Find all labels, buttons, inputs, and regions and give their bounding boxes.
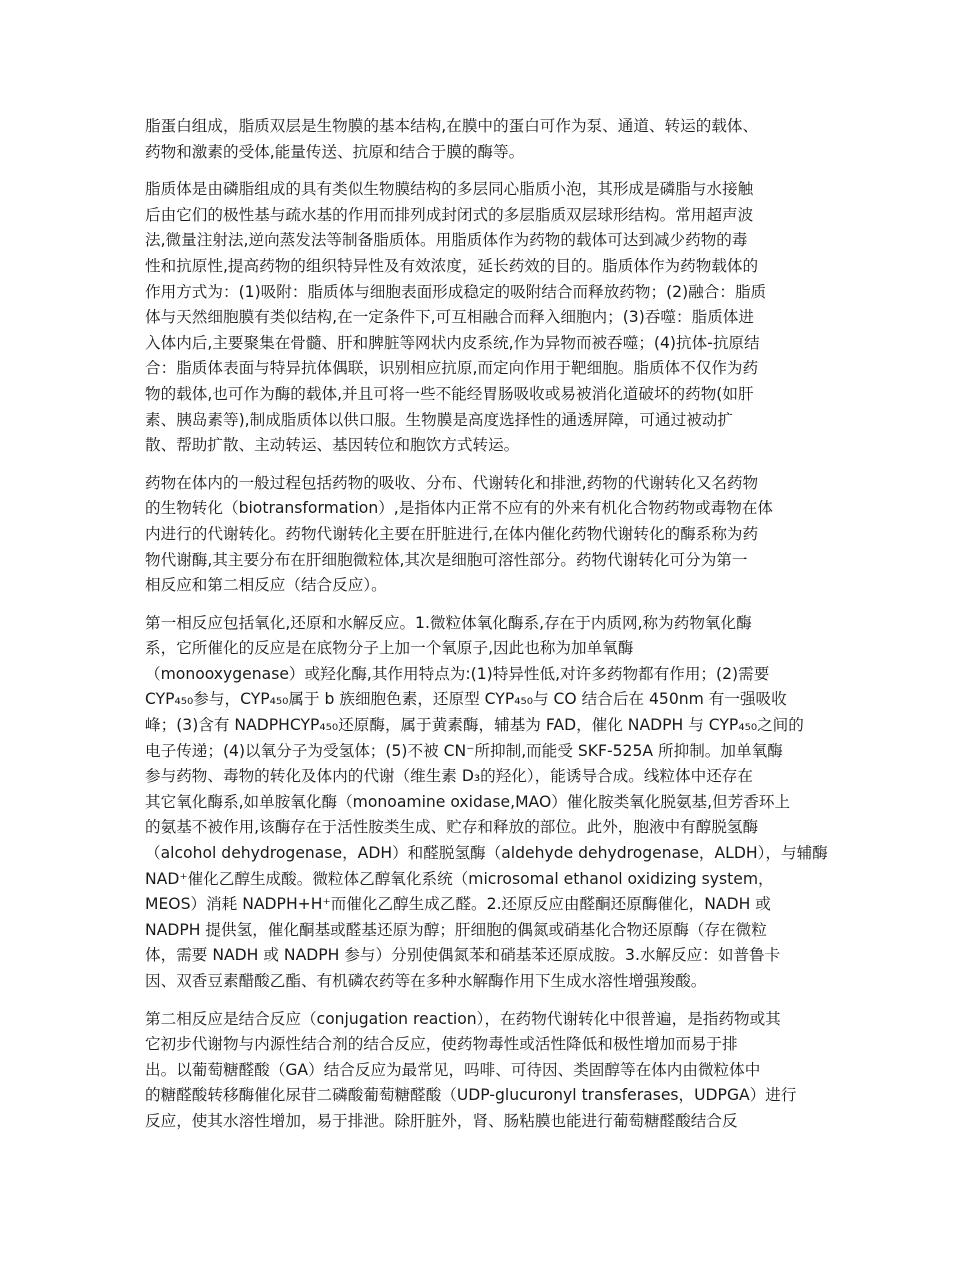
- text-line: NAD⁺催化乙醇生成酸。微粒体乙醇氧化系统（microsomal ethanol oxidizing system，: [145, 869, 774, 888]
- text-line: 脂质体是由磷脂组成的具有类似生物膜结构的多层同心脂质小泡，其形成是磷脂与水接触: [145, 180, 754, 199]
- text-line: 的生物转化（biotransformation）,是指体内正常不应有的外来有机化合物药物或毒物在体: [145, 499, 774, 518]
- text-line: 素、胰岛素等),制成脂质体以供口服。生物膜是高度选择性的通透屏障，可通过被动扩: [145, 410, 734, 429]
- paragraph-drug-process: [145, 471, 845, 599]
- text-line: 后由它们的极性基与疏水基的作用而排列成封闭式的多层脂质双层球形结构。常用超声波: [145, 205, 754, 224]
- text-line: 合：脂质体表面与特异抗体偶联，识别相应抗原,而定向作用于靶细胞。脂质体不仅作为药: [145, 359, 759, 378]
- text-line: 系，它所催化的反应是在底物分子上加一个氧原子,因此也称为加单氧酶: [145, 639, 634, 658]
- text-line: 药物和激素的受体,能量传送、抗原和结合于膜的酶等。: [145, 142, 525, 161]
- text-line: 电子传递；(4)以氧分子为受氢体；(5)不被 CN⁻所抑制,而能受 SKF-525A 所抑制。加单氧酶: [145, 741, 783, 760]
- text-line: 出。以葡萄糖醛酸（GA）结合反应为最常见，吗啡、可待因、类固醇等在体内由微粒体中: [145, 1060, 761, 1079]
- paragraph-liposome: [145, 177, 845, 459]
- paragraph-phase-two: [145, 1007, 845, 1135]
- text-line: （monooxygenase）或羟化酶,其作用特点为:(1)特异性低,对许多药物都有作用；(2)需要: [145, 664, 770, 683]
- text-line: 第一相反应包括氧化,还原和水解反应。1.微粒体氧化酶系,存在于内质网,称为药物氧化酶: [145, 613, 752, 632]
- text-line: 物代谢酶,其主要分布在肝细胞微粒体,其次是细胞可溶性部分。药物代谢转化可分为第一: [145, 550, 748, 569]
- text-line: 的氨基不被作用,该酶存在于活性胺类生成、贮存和释放的部位。此外，胞液中有醇脱氢酶: [145, 818, 759, 837]
- text-line: 相反应和第二相反应（结合反应）。: [145, 576, 387, 595]
- text-line: 的糖醛酸转移酶催化尿苷二磷酸葡萄糖醛酸（UDP-glucuronyl transferases，UDPGA）进行: [145, 1086, 797, 1105]
- text-line: 反应，使其水溶性增加，易于排泄。除肝脏外，肾、肠粘膜也能进行葡萄糖醛酸结合反: [145, 1111, 738, 1130]
- text-line: 脂蛋白组成，脂质双层是生物膜的基本结构,在膜中的蛋白可作为泵、通道、转运的载体、: [145, 117, 759, 135]
- text-line: 它初步代谢物与内源性结合剂的结合反应，使药物毒性或活性降低和极性增加而易于排: [145, 1035, 738, 1054]
- text-line: 散、帮助扩散、主动转运、基因转位和胞饮方式转运。: [145, 436, 520, 455]
- text-line: 因、双香豆素醋酸乙酯、有机磷农药等在多种水解酶作用下生成水溶性增强羧酸。: [145, 972, 707, 990]
- text-line: CYP₄₅₀参与，CYP₄₅₀属于 b 族细胞色素，还原型 CYP₄₅₀与 CO 结合后在 450nm 有一强吸收: [145, 690, 787, 709]
- text-line: 体，需要 NADH 或 NADPH 参与）分别使偶氮苯和硝基苯还原成胺。3.水解反应：如普鲁卡: [145, 946, 781, 965]
- text-line: 峰；(3)含有 NADPHCYP₄₅₀还原酶，属于黄素酶，辅基为 FAD，催化 NADPH 与 CYP₄₅₀之间的: [145, 716, 804, 735]
- paragraph-membrane: [145, 114, 845, 165]
- text-line: 法,微量注射法,逆向蒸发法等制备脂质体。用脂质体作为药物的载体可达到减少药物的毒: [145, 231, 748, 250]
- text-line: 第二相反应是结合反应（conjugation reaction），在药物代谢转化中很普遍，是指药物或其: [145, 1009, 781, 1028]
- text-line: 入体内后,主要聚集在骨髓、肝和脾脏等网状内皮系统,作为异物而被吞噬；(4)抗体-抗原结: [145, 333, 760, 352]
- text-line: 内进行的代谢转化。药物代谢转化主要在肝脏进行,在体内催化药物代谢转化的酶系称为药: [145, 524, 759, 543]
- document-body: [145, 114, 845, 1147]
- text-line: 性和抗原性,提高药物的组织特异性及有效浓度，延长药效的目的。脂质体作为药物载体的: [145, 256, 759, 275]
- text-line: 药物在体内的一般过程包括药物的吸收、分布、代谢转化和排泄,药物的代谢转化又名药物: [145, 473, 759, 492]
- text-line: 物的载体,也可作为酶的载体,并且可将一些不能经胃肠吸收或易被消化道破坏的药物(如肝: [145, 384, 754, 403]
- text-line: 参与药物、毒物的转化及体内的代谢（维生素 D₃的羟化），能诱导合成。线粒体中还存在: [145, 767, 753, 786]
- paragraph-phase-one: [145, 611, 845, 995]
- text-line: 体与天然细胞膜有类似结构,在一定条件下,可互相融合而释入细胞内；(3)吞噬：脂质体进: [145, 308, 754, 327]
- text-line: 其它氧化酶系,如单胺氧化酶（monoamine oxidase,MAO）催化胺类氧化脱氨基,但芳香环上: [145, 792, 791, 811]
- text-line: NADPH 提供氢，催化酮基或醛基还原为醇；肝细胞的偶氮或硝基化合物还原酶（存在微粒: [145, 920, 767, 939]
- text-line: （alcohol dehydrogenase，ADH）和醛脱氢酶（aldehyde dehydrogenase，ALDH），与辅酶: [145, 844, 828, 863]
- text-line: 作用方式为：(1)吸附：脂质体与细胞表面形成稳定的吸附结合而释放药物；(2)融合：脂质: [145, 282, 767, 301]
- text-line: MEOS）消耗 NADPH+H⁺而催化乙醇生成乙醛。2.还原反应由醛酮还原酶催化，NADH 或: [145, 895, 771, 914]
